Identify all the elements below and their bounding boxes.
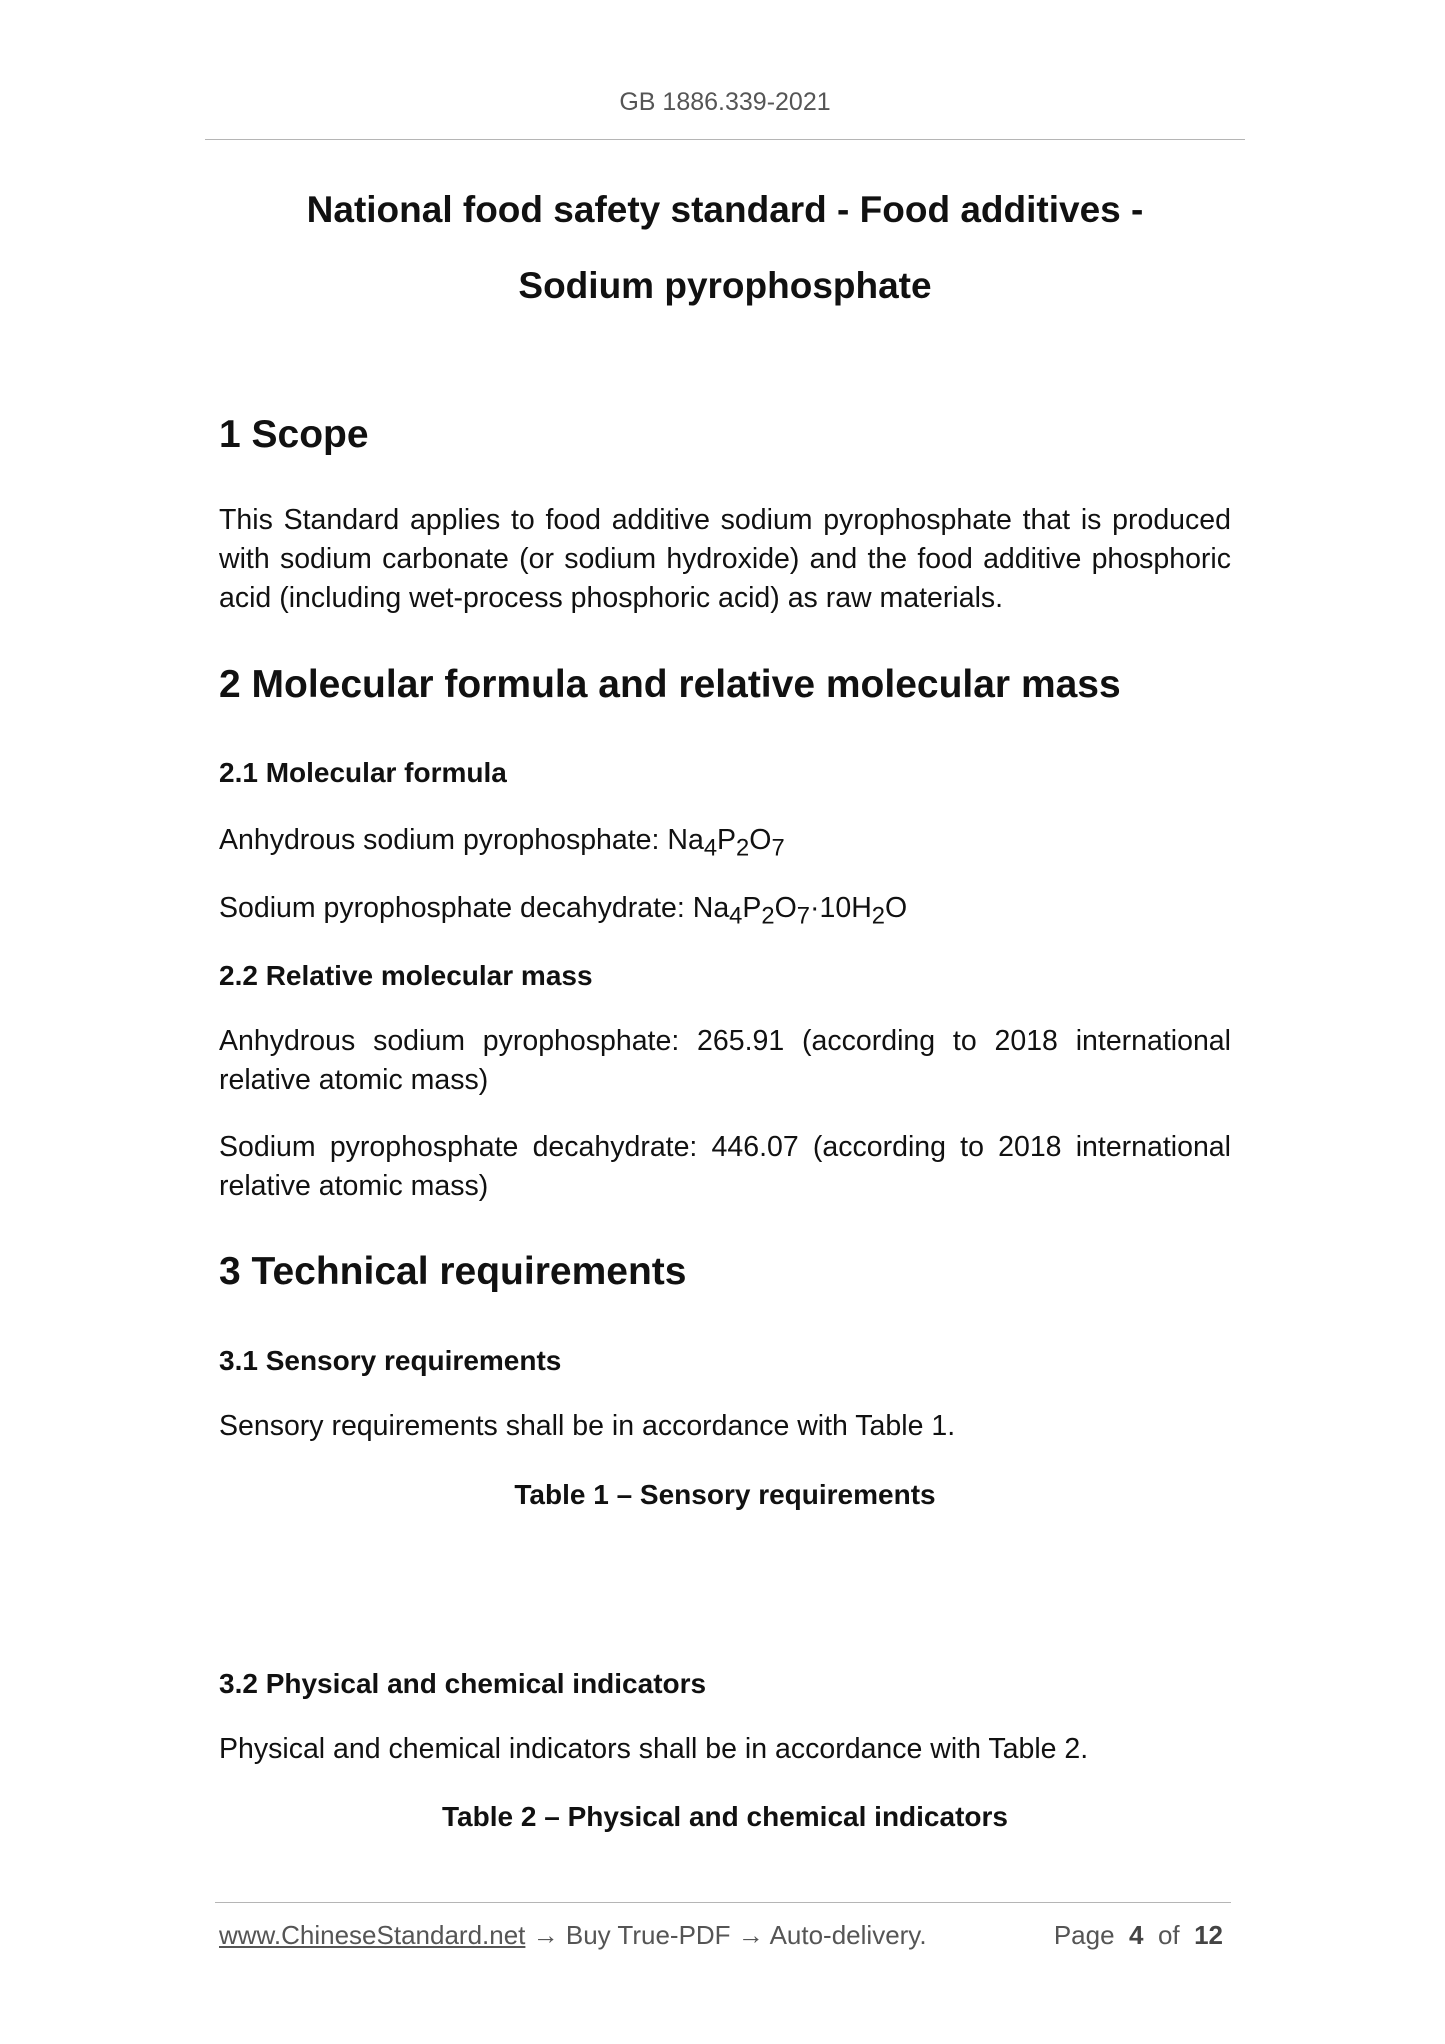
formula-o-end: O: [885, 892, 908, 924]
header-divider: [205, 139, 1245, 140]
document-title-line-1: National food safety standard - Food additives -: [306, 189, 1144, 230]
section-2-2-heading: 2.2 Relative molecular mass: [219, 960, 593, 991]
decahydrate-formula-line: [219, 890, 907, 935]
section-2-1-heading: 2.1 Molecular formula: [219, 757, 507, 788]
page-number: 4: [1129, 1920, 1144, 1950]
table-1-caption: Table 1 – Sensory requirements: [514, 1479, 936, 1510]
section-3-2-heading: 3.2 Physical and chemical indicators: [219, 1668, 707, 1699]
formula-o: O: [774, 892, 797, 924]
website-link[interactable]: www.ChineseStandard.net: [219, 1920, 526, 1950]
formula-sub-2: 2: [761, 902, 775, 930]
formula-sub-4: 4: [729, 902, 743, 930]
section-2-heading: 2 Molecular formula and relative molecular mass: [219, 663, 1121, 706]
formula-sub-4: 4: [703, 834, 718, 862]
doc-code-header: GB 1886.339-2021: [619, 88, 831, 116]
section-3-1-body: Sensory requirements shall be in accordance with Table 1.: [219, 1410, 956, 1442]
formula-sub-7: 7: [796, 902, 811, 930]
section-3-2-body: Physical and chemical indicators shall be in accordance with Table 2.: [219, 1733, 1089, 1765]
section-1-heading: 1 Scope: [219, 413, 369, 456]
decahydrate-formula-label: Sodium pyrophosphate decahydrate:: [219, 892, 693, 924]
formula-sub-2: 2: [736, 834, 750, 862]
anhydrous-formula-line: [219, 822, 785, 867]
formula-sub-h2: 2: [871, 902, 886, 930]
of-label: of: [1157, 1920, 1180, 1950]
formula-na: Na: [667, 824, 704, 856]
page-total: 12: [1194, 1920, 1223, 1950]
section-3-1-heading: 3.1 Sensory requirements: [219, 1345, 562, 1376]
decahydrate-mass-text: Sodium pyrophosphate decahydrate: 446.07 (according to 2018 international relative atomic mass): [219, 1131, 1231, 1202]
document-title-line-2: Sodium pyrophosphate: [518, 265, 932, 306]
page-indicator: [1054, 1920, 1223, 1951]
section-3-heading: 3 Technical requirements: [219, 1250, 687, 1293]
formula-o: O: [749, 824, 772, 856]
formula-water: ·10H: [810, 892, 872, 924]
anhydrous-formula-label: Anhydrous sodium pyrophosphate:: [219, 824, 668, 856]
formula-p: P: [717, 824, 737, 856]
table-2-caption: Table 2 – Physical and chemical indicators: [442, 1801, 1008, 1832]
page-label: Page: [1053, 1920, 1115, 1950]
formula-sub-7: 7: [771, 834, 785, 862]
footer-promo: [219, 1920, 927, 1951]
footer-promo-text: → Buy True-PDF → Auto-delivery.: [525, 1920, 927, 1950]
formula-na: Na: [692, 892, 730, 924]
footer-divider: [215, 1902, 1231, 1903]
formula-p: P: [742, 892, 762, 924]
section-1-body: This Standard applies to food additive sodium pyrophosphate that is produced with sodium carbonate (or sodium hydroxide) and the food additive phosphoric acid (including wet-process phosphoric acid) as raw materials.: [219, 504, 1231, 614]
anhydrous-mass-text: Anhydrous sodium pyrophosphate: 265.91 (according to 2018 international relative atomic mass): [219, 1025, 1231, 1096]
